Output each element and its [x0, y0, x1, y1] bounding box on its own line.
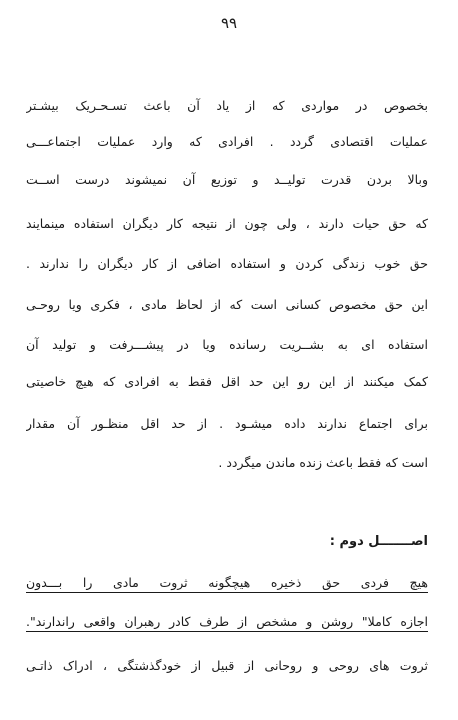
paragraph1-line-5: حق خوب زندگی کردن و استفاده اضافی از کار دیگران را ندارند . [26, 256, 428, 271]
paragraph1-line-4: که حق حیات دارند ، ولی چون از نتیجه کار دیگران استفاده مینمایند [26, 216, 428, 231]
paragraph1-line-10: است که فقط باعث زنده ماندن میگردد . [218, 455, 428, 470]
paragraph1-line-6: این حق مخصوص کسانی است که از لحاظ مادی ، فکری ویا روحـی [26, 297, 428, 312]
paragraph1-line-3: وبالا بردن قدرت تولیــد و توزیع آن نمیشوند درست اســت [26, 172, 428, 187]
paragraph1-line-9: برای اجتماع ندارند داده میشـود . از حد اقل منظـور آن مقدار [26, 416, 428, 431]
paragraph1-line-8: کمک میکنند از این رو این حد اقل فقط به افرادی که هیچ خاصیتی [26, 374, 428, 389]
paragraph2-line-1: هیچ فردی حق ذخیره هیچگونه ثروت مادی را بـــدون [26, 575, 428, 590]
paragraph2-line-2: اجازه کاملا" روشن و مشخص از طرف کادر رهبران واقعی راندارند". [26, 614, 428, 629]
paragraph1-line-2: عملیات اقتصادی گردد . افرادی که وارد عملیات اجتماعـــی [26, 134, 428, 149]
section-heading: اصـــــــل دوم : [329, 534, 428, 549]
paragraph1-line-1: بخصوص در مواردی که از یاد آن باعث تسـحـریک بیشـتر [26, 98, 428, 113]
paragraph1-line-7: استفاده ای به بشــریت رسانده ویا در پیشـــرفت و تولید آن [26, 337, 428, 352]
page-number: ۹۹ [220, 14, 238, 32]
paragraph2-line-3: ثروت های روحی و روحانی از قبیل از خودگذشتگی ، ادراک ذاتـی [26, 658, 428, 673]
